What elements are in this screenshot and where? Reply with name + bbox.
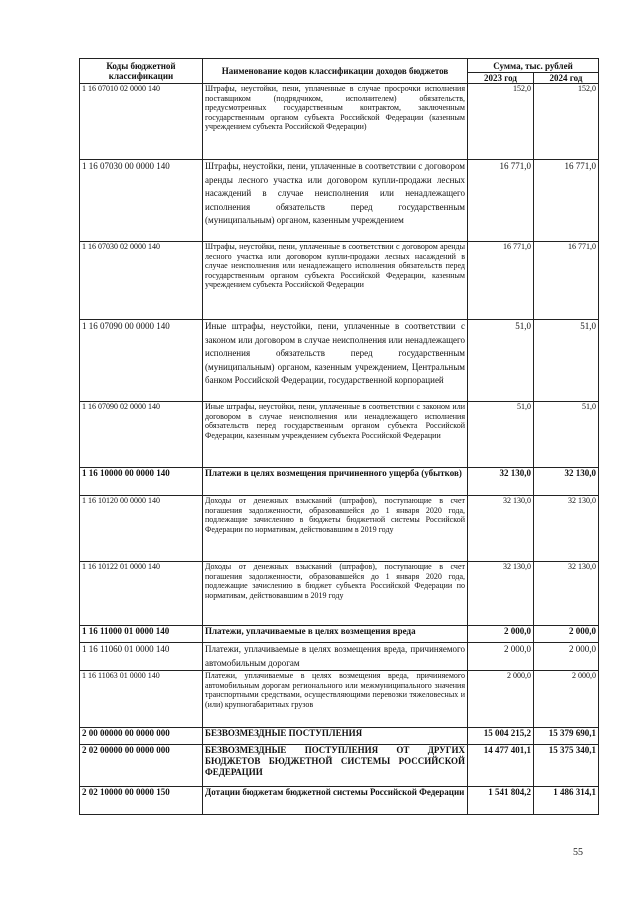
- table-row: [80, 626, 599, 643]
- row-value-2023: 152,0: [468, 84, 534, 160]
- row-name: БЕЗВОЗМЕЗДНЫЕ ПОСТУПЛЕНИЯ ОТ ДРУГИХ БЮДЖЕТОВ БЮДЖЕТНОЙ СИСТЕМЫ РОССИЙСКОЙ ФЕДЕРАЦИИ: [203, 745, 468, 787]
- table-row: [80, 728, 599, 745]
- row-value-2024: 1 486 314,1: [534, 787, 599, 815]
- row-code: 1 16 10120 00 0000 140: [80, 496, 203, 562]
- row-value-2024: 32 130,0: [534, 496, 599, 562]
- row-name: Платежи в целях возмещения причиненного ущерба (убытков): [203, 468, 468, 496]
- row-name: Штрафы, неустойки, пени, уплаченные в соответствии с договором аренды лесного участка или договором купли-продажи лесных насаждений в случае неисполнения или ненадлежащего исполнения обязательств перед государственным органом субъекта Российской Федерации, казенным учреждением субъекта Российской Федерации: [203, 242, 468, 320]
- table-row: [80, 468, 599, 496]
- row-value-2023: 2 000,0: [468, 643, 534, 671]
- row-value-2024: 32 130,0: [534, 562, 599, 626]
- table-row: [80, 402, 599, 468]
- row-value-2023: 1 541 804,2: [468, 787, 534, 815]
- row-value-2024: 15 375 340,1: [534, 745, 599, 787]
- table-row: [80, 745, 599, 787]
- row-value-2024: 2 000,0: [534, 626, 599, 643]
- row-value-2023: 32 130,0: [468, 468, 534, 496]
- row-name: Иные штрафы, неустойки, пени, уплаченные в соответствии с законом или договором в случае неисполнения или ненадлежащего исполнения обязательств перед государственным органом субъекта Российской Федерации, казенным учреждением субъекта Российской Федерации: [203, 402, 468, 468]
- row-value-2024: 51,0: [534, 320, 599, 402]
- row-value-2023: 2 000,0: [468, 671, 534, 728]
- row-value-2023: 16 771,0: [468, 160, 534, 242]
- row-value-2023: 15 004 215,2: [468, 728, 534, 745]
- row-value-2023: 51,0: [468, 320, 534, 402]
- row-name: Платежи, уплачиваемые в целях возмещения вреда: [203, 626, 468, 643]
- page-number: 55: [573, 847, 583, 858]
- row-code: 1 16 07030 00 0000 140: [80, 160, 203, 242]
- row-code: 1 16 07090 02 0000 140: [80, 402, 203, 468]
- row-code: 2 02 00000 00 0000 000: [80, 745, 203, 787]
- row-name: Доходы от денежных взысканий (штрафов), поступающие в счет погашения задолженности, образовавшейся до 1 января 2020 года, подлежащие зачислению в бюджет субъекта Российской Федерации по нормативам, действовавшим в 2019 году: [203, 562, 468, 626]
- header-year-2024: 2024 год: [534, 73, 599, 84]
- header-name: Наименование кодов классификации доходов бюджетов: [203, 59, 468, 84]
- row-value-2024: 15 379 690,1: [534, 728, 599, 745]
- table-row: [80, 160, 599, 242]
- row-name: Иные штрафы, неустойки, пени, уплаченные в соответствии с законом или договором в случае неисполнения или ненадлежащего исполнения обязательств перед государственным (муниципальным) органом, казенным учреждением, Центральным банком Российской Федерации, государственной корпорацией: [203, 320, 468, 402]
- row-name: Дотации бюджетам бюджетной системы Российской Федерации: [203, 787, 468, 815]
- table-row: [80, 643, 599, 671]
- row-value-2023: 32 130,0: [468, 496, 534, 562]
- row-value-2024: 2 000,0: [534, 643, 599, 671]
- row-name: Платежи, уплачиваемые в целях возмещения вреда, причиняемого автомобильным дорогам регионального или межмуниципального значения транспортными средствами, осуществляющими перевозки тяжеловесных и (или) крупногабаритных грузов: [203, 671, 468, 728]
- row-code: 1 16 07010 02 0000 140: [80, 84, 203, 160]
- table-row: [80, 242, 599, 320]
- table-row: [80, 671, 599, 728]
- row-value-2023: 51,0: [468, 402, 534, 468]
- row-code: 1 16 11063 01 0000 140: [80, 671, 203, 728]
- header-year-2023: 2023 год: [468, 73, 534, 84]
- row-value-2023: 16 771,0: [468, 242, 534, 320]
- row-code: 1 16 11060 01 0000 140: [80, 643, 203, 671]
- row-value-2023: 14 477 401,1: [468, 745, 534, 787]
- row-name: БЕЗВОЗМЕЗДНЫЕ ПОСТУПЛЕНИЯ: [203, 728, 468, 745]
- row-code: 1 16 10122 01 0000 140: [80, 562, 203, 626]
- table-row: [80, 84, 599, 160]
- row-name: Платежи, уплачиваемые в целях возмещения вреда, причиняемого автомобильным дорогам: [203, 643, 468, 671]
- row-value-2024: 51,0: [534, 402, 599, 468]
- header-codes: Коды бюджетной классификации: [80, 59, 203, 84]
- row-value-2024: 152,0: [534, 84, 599, 160]
- row-name: Штрафы, неустойки, пени, уплаченные в соответствии с договором аренды лесного участка или договором купли-продажи лесных насаждений в случае неисполнения или ненадлежащего исполнения обязательств перед государственным (муниципальным) органом, казенным учреждением: [203, 160, 468, 242]
- row-code: 1 16 10000 00 0000 140: [80, 468, 203, 496]
- table-row: [80, 787, 599, 815]
- row-value-2023: 2 000,0: [468, 626, 534, 643]
- row-value-2024: 2 000,0: [534, 671, 599, 728]
- row-value-2024: 16 771,0: [534, 160, 599, 242]
- row-value-2023: 32 130,0: [468, 562, 534, 626]
- row-code: 1 16 07030 02 0000 140: [80, 242, 203, 320]
- row-name: Штрафы, неустойки, пени, уплаченные в случае просрочки исполнения поставщиком (подрядчиком, исполнителем) обязательств, предусмотренных государственным контрактом, заключенным государственным органом субъекта Российской Федерации (казенным учреждением субъекта Российской Федерации): [203, 84, 468, 160]
- row-code: 2 02 10000 00 0000 150: [80, 787, 203, 815]
- header-sum: Сумма, тыс. рублей: [468, 59, 599, 73]
- row-name: Доходы от денежных взысканий (штрафов), поступающие в счет погашения задолженности, образовавшейся до 1 января 2020 года, подлежащие зачислению в бюджеты бюджетной системы Российской Федерации по нормативам, действовавшим в 2019 году: [203, 496, 468, 562]
- budget-revenue-table: [79, 58, 599, 815]
- row-code: 2 00 00000 00 0000 000: [80, 728, 203, 745]
- table-row: [80, 496, 599, 562]
- table-row: [80, 562, 599, 626]
- row-code: 1 16 07090 00 0000 140: [80, 320, 203, 402]
- row-value-2024: 32 130,0: [534, 468, 599, 496]
- row-code: 1 16 11000 01 0000 140: [80, 626, 203, 643]
- row-value-2024: 16 771,0: [534, 242, 599, 320]
- table-row: [80, 320, 599, 402]
